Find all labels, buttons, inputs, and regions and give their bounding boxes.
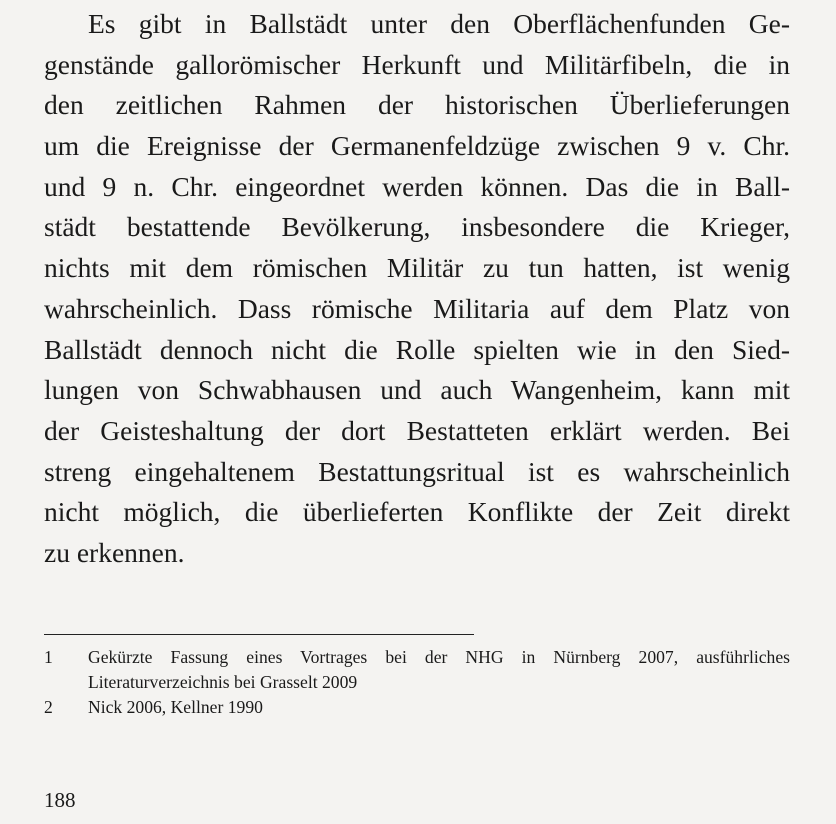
- text-line: nicht möglich, die überlieferten Konflikte der Zeit direkt: [44, 496, 790, 528]
- body-paragraph: [44, 4, 790, 574]
- text-line: und 9 n. Chr. eingeordnet werden können. Das die in Ball-: [44, 170, 790, 202]
- text-line: um die Ereignisse der Germanenfeldzüge zwischen 9 v. Chr.: [44, 130, 790, 162]
- text-line: wahrscheinlich. Dass römische Militaria auf dem Platz von: [44, 292, 790, 324]
- footnote-line: Gekürzte Fassung eines Vortrages bei der NHG in Nürnberg 2007, ausführliches: [88, 647, 790, 667]
- text-line: der Geisteshaltung der dort Bestatteten erklärt werden. Bei: [44, 414, 790, 446]
- footnotes: [44, 645, 790, 720]
- footnote-text: [88, 695, 790, 720]
- text-line: nichts mit dem römischen Militär zu tun hatten, ist wenig: [44, 252, 790, 284]
- footnote-divider: [44, 634, 474, 635]
- text-line: städt bestattende Bevölkerung, insbesondere die Krieger,: [44, 211, 790, 243]
- text-line: streng eingehaltenem Bestattungsritual ist es wahrscheinlich: [44, 455, 790, 487]
- text-line: genstände gallorömischer Herkunft und Militärfibeln, die in: [44, 48, 790, 80]
- footnote-text: [88, 645, 790, 695]
- text-line: den zeitlichen Rahmen der historischen Überlieferungen: [44, 89, 790, 121]
- text-line: Es gibt in Ballstädt unter den Oberflächenfunden Ge-: [88, 8, 790, 39]
- footnote-line: Literaturverzeichnis bei Grasselt 2009: [88, 672, 358, 692]
- text-line: lungen von Schwabhausen und auch Wangenheim, kann mit: [44, 374, 790, 406]
- footnote-line: Nick 2006, Kellner 1990: [88, 697, 263, 717]
- page-number: 188: [44, 788, 76, 812]
- text-line: zu erkennen.: [44, 536, 185, 568]
- text-line: Ballstädt dennoch nicht die Rolle spielten wie in den Sied-: [44, 333, 790, 365]
- footnote-2: [44, 695, 790, 720]
- footnote-number: 1: [44, 647, 53, 667]
- footnote-1: [44, 645, 790, 695]
- footnote-number: 2: [44, 697, 53, 717]
